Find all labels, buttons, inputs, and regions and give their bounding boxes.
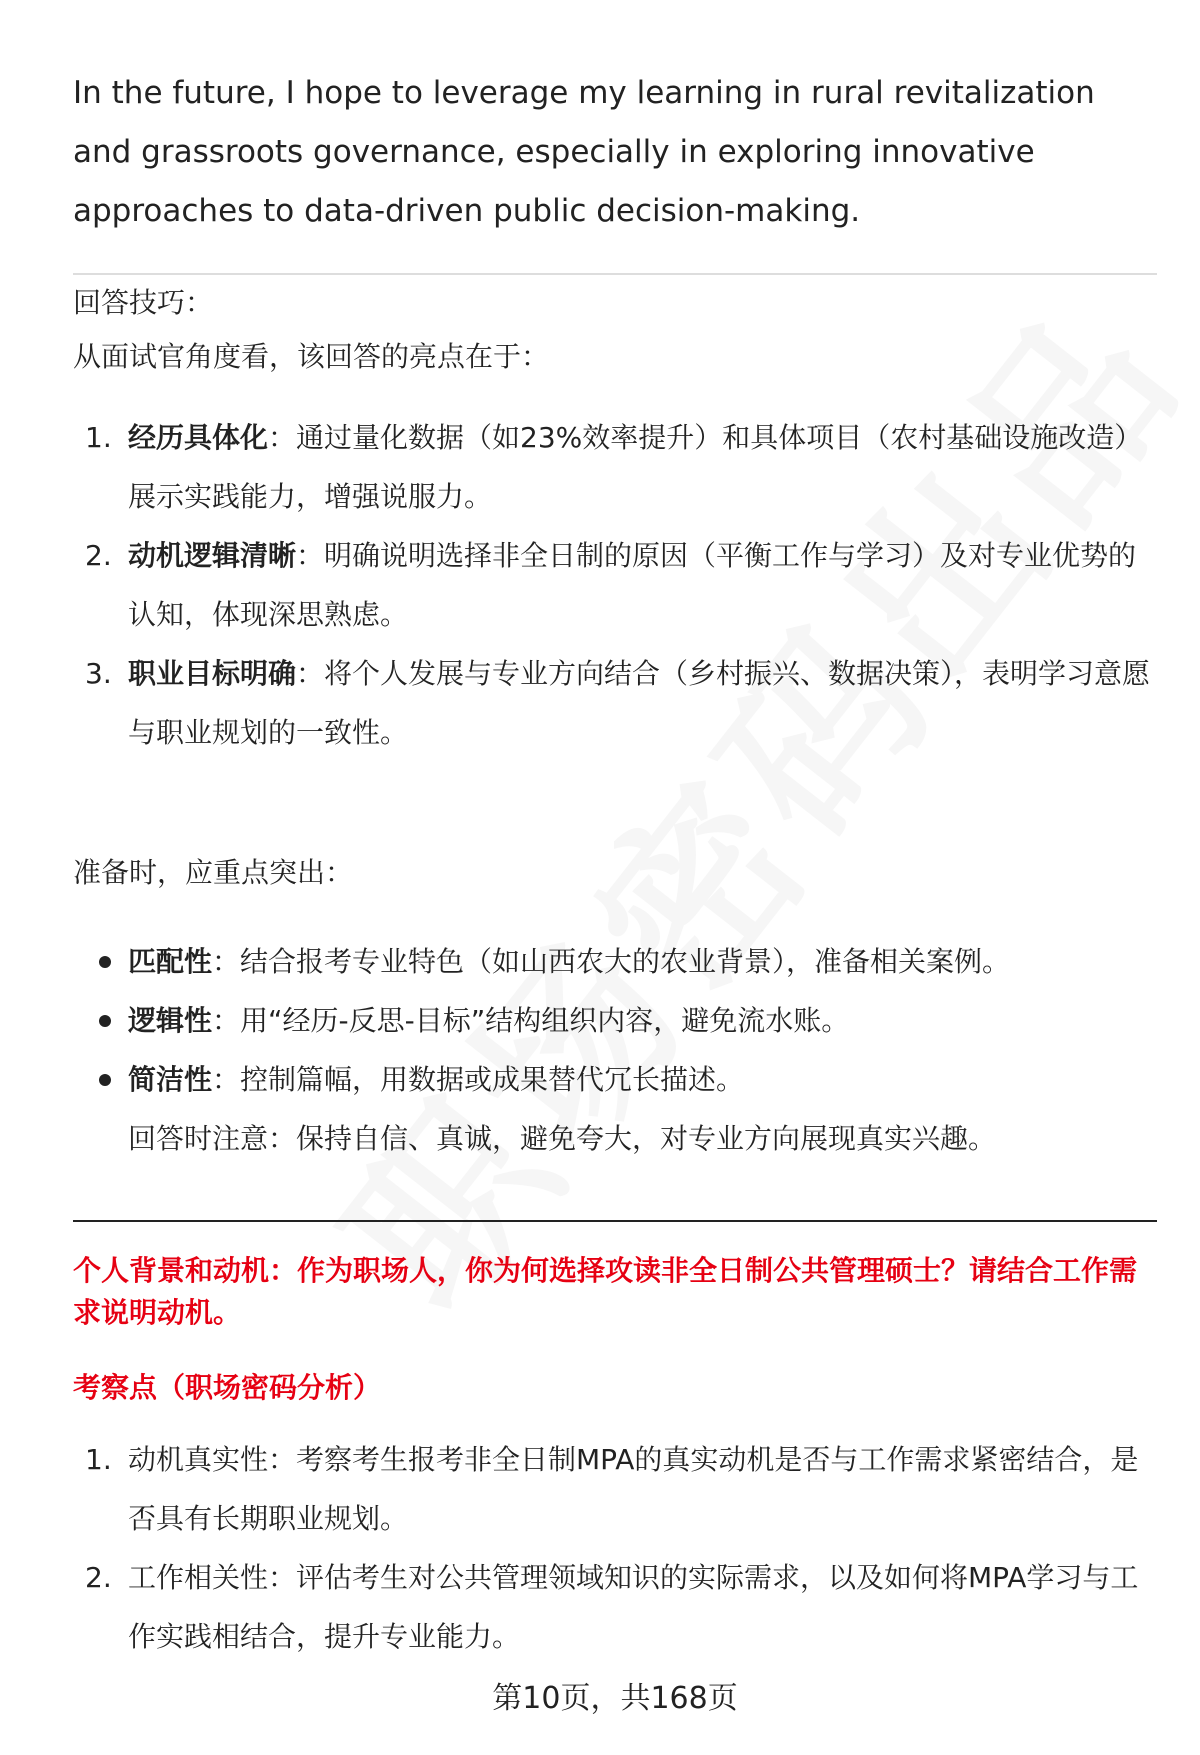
intro-paragraph: In the future, I hope to leverage my learning in rural revitalization and grassroots governance, especially in exploring innovative approaches to data-driven public decision-making. xyxy=(73,75,1095,229)
highlight-term: 经历具体化 xyxy=(128,421,269,454)
highlight-text: 将个人发展与专业方向结合（乡村振兴、数据决策），表明学习意愿与职业规划的一致性。 xyxy=(128,657,1151,749)
highlights-list xyxy=(73,408,1163,762)
prep-term: 简洁性 xyxy=(128,1063,213,1096)
list-item: 3. 职业目标明确：将个人发展与专业方向结合（乡村振兴、数据决策），表明学习意愿与职业规划的一致性。 xyxy=(73,644,1163,762)
tips-intro: 从面试官角度看，该回答的亮点在于： xyxy=(73,340,550,373)
prep-text: 用“经历-反思-目标”结构组织内容，避免流水账。 xyxy=(240,1004,850,1037)
prep-text: 结合报考专业特色（如山西农大的农业背景），准备相关案例。 xyxy=(240,945,1011,978)
page-number: 第10页，共168页 xyxy=(492,1681,738,1716)
analysis-text: 动机真实性：考察考生报考非全日制MPA的真实动机是否与工作需求紧密结合，是否具有长期职业规划。 xyxy=(128,1443,1139,1535)
prep-list xyxy=(73,932,1163,1168)
section-divider xyxy=(73,273,1157,275)
list-item xyxy=(73,1430,1163,1548)
list-item: 1. 经历具体化：通过量化数据（如23%效率提升）和具体项目（农村基础设施改造）展示实践能力，增强说服力。 xyxy=(73,408,1163,526)
list-item: 2. 动机逻辑清晰：明确说明选择非全日制的原因（平衡工作与学习）及对专业优势的认知，体现深思熟虑。 xyxy=(73,526,1163,644)
answer-note: 回答时注意：保持自信、真诚，避免夸大，对专业方向展现真实兴趣。 xyxy=(128,1122,997,1155)
highlight-term: 职业目标明确 xyxy=(128,657,297,690)
prep-term: 逻辑性 xyxy=(128,1004,213,1037)
highlight-term: 动机逻辑清晰 xyxy=(128,539,297,572)
question-title: 个人背景和动机：作为职场人，你为何选择攻读非全日制公共管理硕士？请结合工作需求说明动机。 xyxy=(73,1254,1138,1329)
prep-text: 控制篇幅，用数据或成果替代冗长描述。 xyxy=(240,1063,745,1096)
bullet-icon xyxy=(99,1015,111,1027)
list-marker: 1. xyxy=(85,1443,112,1476)
list-marker: 3. xyxy=(85,657,112,690)
bullet-icon xyxy=(99,956,111,968)
highlight-text: 通过量化数据（如23%效率提升）和具体项目（农村基础设施改造）展示实践能力，增强说服力。 xyxy=(128,421,1143,513)
list-item: 逻辑性：用“经历-反思-目标”结构组织内容，避免流水账。 xyxy=(73,991,1163,1050)
prep-term: 匹配性 xyxy=(128,945,213,978)
prep-heading: 准备时，应重点突出： xyxy=(73,856,354,889)
list-marker: 2. xyxy=(85,1561,112,1594)
bullet-icon xyxy=(99,1074,111,1086)
list-item: 简洁性：控制篇幅，用数据或成果替代冗长描述。 回答时注意：保持自信、真诚，避免夸大，对专业方向展现真实兴趣。 xyxy=(73,1050,1163,1168)
list-item: 匹配性：结合报考专业特色（如山西农大的农业背景），准备相关案例。 xyxy=(73,932,1163,991)
analysis-list xyxy=(73,1430,1163,1666)
section-divider xyxy=(73,1220,1157,1222)
list-marker: 1. xyxy=(85,421,112,454)
analysis-heading: 考察点（职场密码分析） xyxy=(73,1371,382,1404)
tips-heading: 回答技巧： xyxy=(73,286,214,319)
highlight-text: 明确说明选择非全日制的原因（平衡工作与学习）及对专业优势的认知，体现深思熟虑。 xyxy=(128,539,1137,631)
list-marker: 2. xyxy=(85,539,112,572)
analysis-text: 工作相关性：评估考生对公共管理领域知识的实际需求，以及如何将MPA学习与工作实践相结合，提升专业能力。 xyxy=(128,1561,1139,1653)
list-item xyxy=(73,1548,1163,1666)
